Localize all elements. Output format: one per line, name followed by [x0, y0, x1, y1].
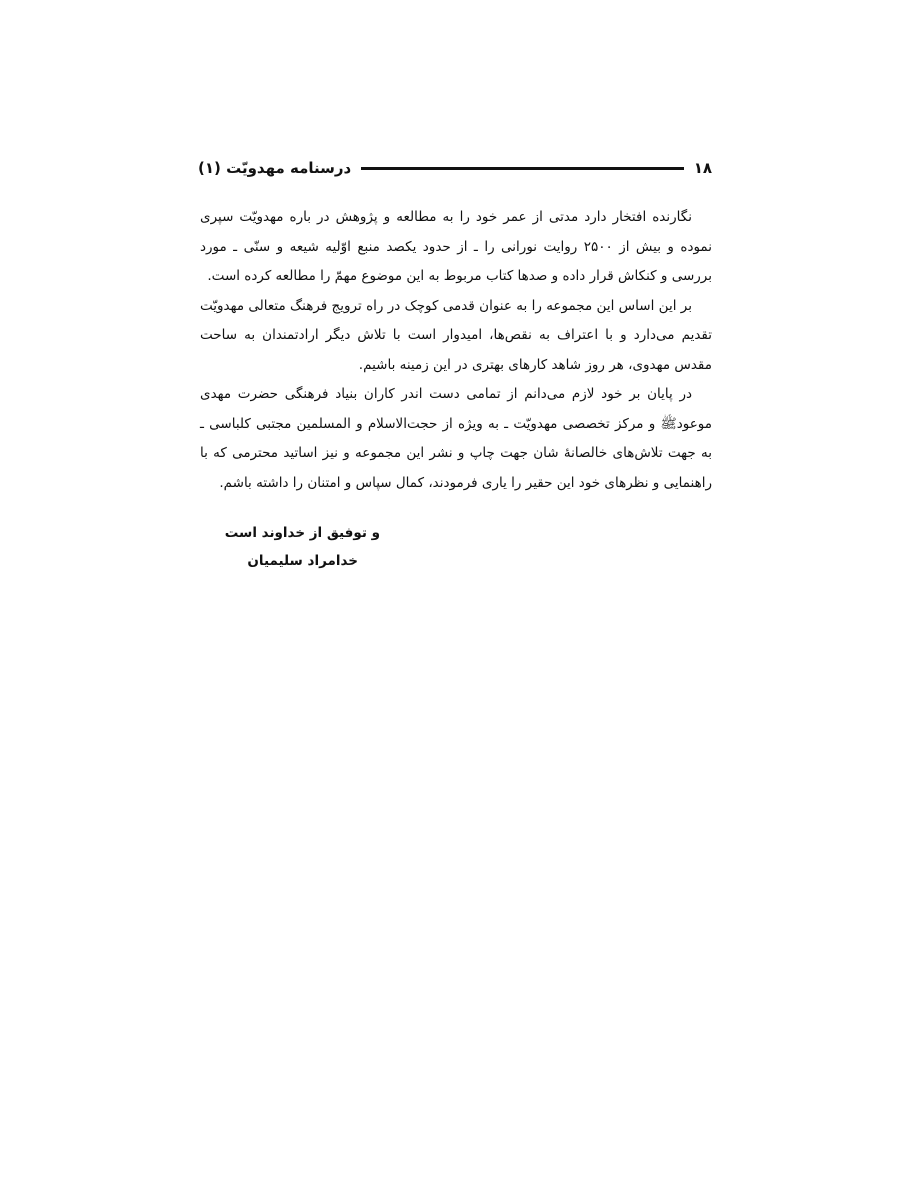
body-text	[200, 203, 712, 498]
paragraph: بر این اساس این مجموعه را به عنوان قدمی کوچک در راه ترویج فرهنگ متعالی مهدویّت تقدیم می‌دارد و با اعتراف به نقص‌ها، امیدوار است با تلاش دیگر ارادتمندان به ساحت مقدس مهدوی، هر روز شاهد کارهای بهتری در این زمینه باشیم.	[200, 297, 712, 373]
paragraph: در پایان بر خود لازم می‌دانم از تمامی دست اندر کاران بنیاد فرهنگی حضرت مهدی موعود‌ﷺ و مرکز تخصصی مهدویّت ـ به ویژه از حجت‌الاسلام و المسلمین مجتبی کلباسی ـ به جهت تلاش‌های خالصانهٔ شان جهت چاپ و نشر این مجموعه و نیز اساتید محترمی که با راهنمایی و نظرهای خود این حقیر را یاری فرمودند، کمال سپاس و امتنان را داشته باشم.	[200, 386, 712, 491]
header-rule	[361, 167, 683, 170]
paragraph: نگارنده افتخار دارد مدتی از عمر خود را به مطالعه و پژوهش در باره مهدویّت سپری نموده و بیش از ۲۵۰۰ روایت نورانی را ـ از حدود یکصد منبع اوّلیه شیعه و سنّی ـ مورد بررسی و کنکاش قرار داده و صدها کتاب مربوط به این موضوع مهمّ را مطالعه کرده است.	[200, 209, 712, 284]
closing-line: و توفیق از خداوند است	[224, 525, 380, 541]
book-title: درسنامه مهدویّت (۱)	[198, 159, 352, 177]
running-header	[198, 156, 712, 180]
closing-block	[200, 519, 380, 575]
page-number: ۱۸	[693, 159, 712, 177]
author-signature: خدامراد سلیمیان	[247, 553, 358, 569]
